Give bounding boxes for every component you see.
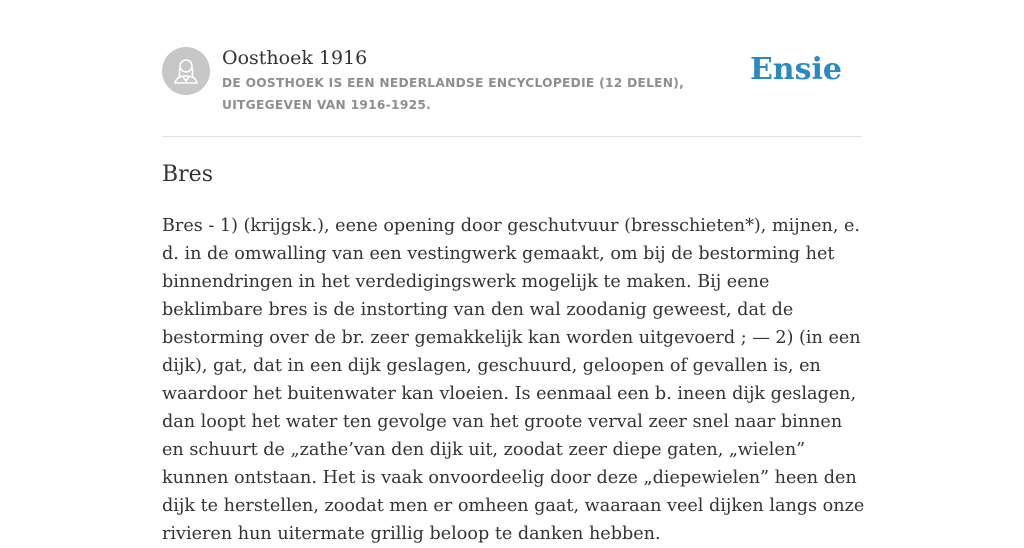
source-description: DE OOSTHOEK IS EEN NEDERLANDSE ENCYCLOPEDIE (12 DELEN), UITGEGEVEN VAN 1916-1925. xyxy=(222,76,685,112)
entry-title: Bres xyxy=(162,162,213,187)
entry-body: Bres - 1) (krijgsk.), eene opening door geschutvuur (bresschieten*), mijnen, e. d. in de omwalling van een vestingwerk gemaakt, om bij de bestorming het binnendringen in het verdedigingswerk mogelijk te maken. Bij eene beklimbare bres is de instorting van den wal zoodanig geweest, dat de bestorming over de br. zeer gemakkelijk kan worden uitgevoerd ; — 2) (in een dijk), gat, dat in een dijk geslagen, geschuurd, geloopen of gevallen is, en waardoor het buitenwater kan vloeien. Is eenmaal een b. ineen dijk geslagen, dan loopt het water ten gevolge van het groote verval zeer snel naar binnen en schuurt de „zathe’van den dijk uit, zoodat zeer diepe gaten, „wielen” kunnen ontstaan. Het is vaak onvoordeelig door deze „diepewielen” heen den dijk te herstellen, zoodat men er omheen gaat, waaraan veel dijken langs onze rivieren hun uitermate grillig beloop te danken hebben. xyxy=(162,216,865,544)
source-name-link[interactable]: Oosthoek 1916 xyxy=(222,47,368,69)
ensie-logo[interactable]: Ensie xyxy=(749,52,842,87)
user-silhouette-icon[interactable] xyxy=(162,47,210,95)
source-header xyxy=(162,44,862,137)
